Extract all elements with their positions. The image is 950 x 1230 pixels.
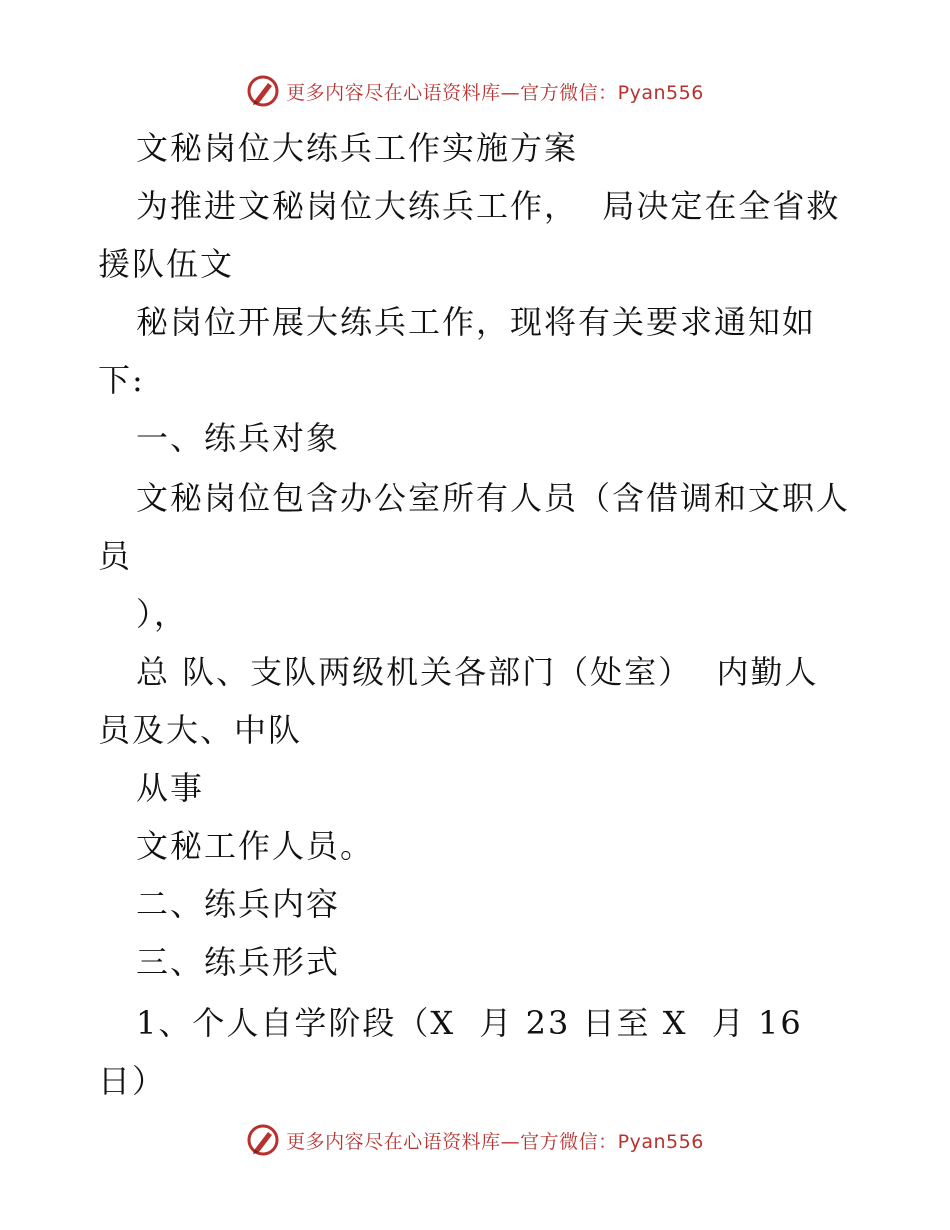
pen-logo-icon <box>246 74 280 108</box>
section-heading: 二、练兵内容 <box>136 885 341 923</box>
watermark-text: 更多内容尽在心语资料库—官方微信：Pyan556 <box>286 81 704 104</box>
document-title: 文秘岗位大练兵工作实施方案 <box>136 129 579 167</box>
paragraph-line: 日） <box>98 1062 167 1100</box>
section-heading: 三、练兵形式 <box>136 943 341 981</box>
paragraph-line: 从事 <box>136 769 205 807</box>
paragraph-line: 为推进文秘岗位大练兵工作， 局决定在全省救 <box>136 187 841 225</box>
pen-logo-icon <box>246 1123 280 1157</box>
paragraph-line: 秘岗位开展大练兵工作，现将有关要求通知如 <box>136 303 817 341</box>
paragraph-line: 员及大、中队 <box>98 711 303 749</box>
paragraph-line: 文秘岗位包含办公室所有人员（含借调和文职人 <box>136 479 851 517</box>
watermark-text: 更多内容尽在心语资料库—官方微信：Pyan556 <box>286 1130 704 1153</box>
header-watermark <box>0 71 950 111</box>
footer-watermark <box>0 1120 950 1160</box>
section-heading: 一、练兵对象 <box>136 419 341 457</box>
paragraph-line: 援队伍文 <box>98 245 235 283</box>
paragraph-line: 总 队、支队两级机关各部门（处室） 内勤人 <box>136 653 819 691</box>
paragraph-line: 文秘工作人员。 <box>136 827 375 865</box>
paragraph-line: 下: <box>98 361 145 399</box>
paragraph-line: ）， <box>136 595 189 633</box>
paragraph-line: 员 <box>98 537 133 575</box>
paragraph-line: 1、个人自学阶段（X 月 23 日至 X 月 16 <box>136 1004 803 1042</box>
